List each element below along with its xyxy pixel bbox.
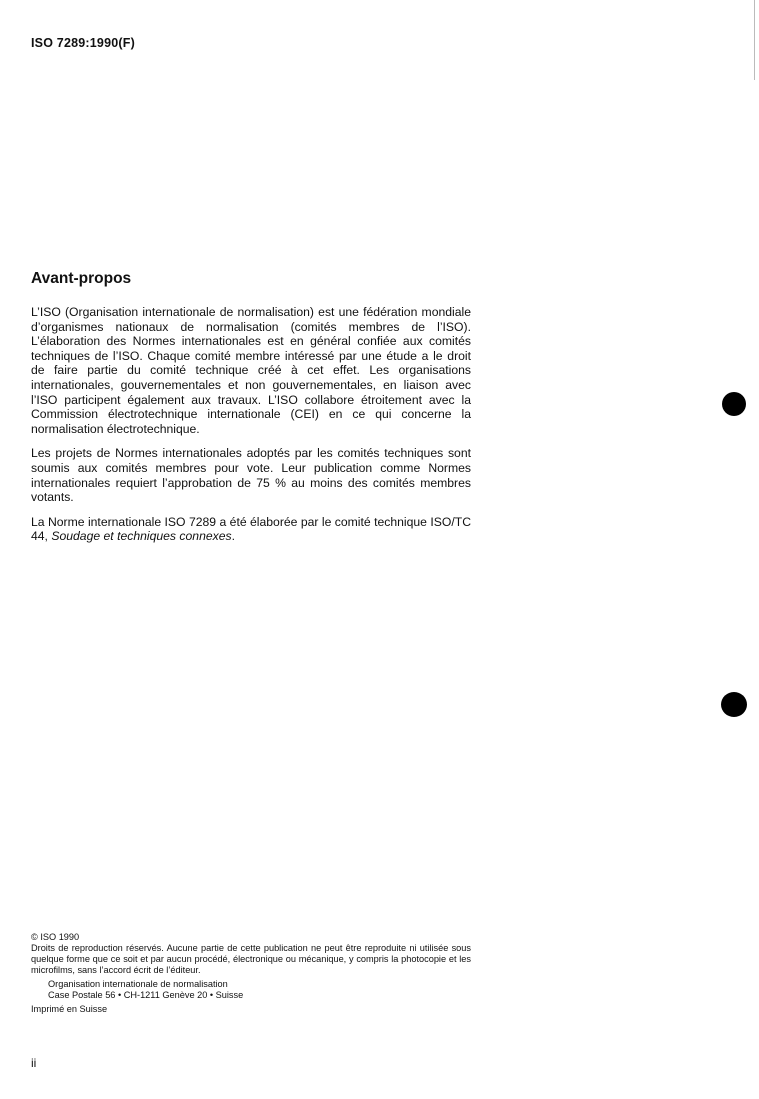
- organisation-name: Organisation internationale de normalisation: [48, 979, 228, 989]
- committee-name: Soudage et techniques connexes: [51, 529, 232, 544]
- page-number: ii: [31, 1056, 37, 1070]
- scan-edge-mark: [754, 0, 755, 80]
- foreword-body: [31, 305, 471, 554]
- organisation-address: Case Postale 56 • CH-1211 Genève 20 • Suisse: [48, 990, 244, 1000]
- document-identifier: ISO 7289:1990(F): [31, 36, 135, 50]
- paragraph-committee: [31, 515, 471, 544]
- committee-period: .: [231, 529, 235, 544]
- section-title: Avant-propos: [31, 270, 132, 287]
- copyright-line: © ISO 1990: [31, 932, 80, 942]
- committee-text: La Norme internationale ISO 7289 a été élaborée par le comité technique ISO/TC 44,: [31, 514, 471, 544]
- paragraph-voting: Les projets de Normes internationales adoptés par les comités techniques sont soumis aux comités membres pour vote. Leur publication comme Normes internationales requiert l’approbation de 75 % au moins des comités membres votants.: [31, 446, 471, 505]
- paragraph-iso-intro: L’ISO (Organisation internationale de normalisation) est une fédération mondiale d’organismes nationaux de normalisation (comités membres de l’ISO). L’élaboration des Normes internationales est en général confiée aux comités techniques de l’ISO. Chaque comité membre intéressé par une étude a le droit de faire partie du comité technique créé à cet effet. Les organisations internationales, gouvernementales et non gouvernementales, en liaison avec l’ISO participent également aux travaux. L’ISO collabore étroitement avec la Commission électrotechnique internationale (CEI) en ce qui concerne la normalisation électrotechnique.: [31, 305, 471, 436]
- punch-hole-mark: [721, 692, 747, 717]
- printed-in: Imprimé en Suisse: [31, 1004, 108, 1014]
- rights-notice: Droits de reproduction réservés. Aucune partie de cette publication ne peut être reproduite ni utilisée sous quelque forme que ce soit et par aucun procédé, électronique ou mécanique, y compris la photocopie et les microfilms, sans l’accord écrit de l’éditeur.: [31, 943, 471, 975]
- copyright-footer: [31, 932, 471, 1015]
- punch-hole-mark: [722, 392, 746, 416]
